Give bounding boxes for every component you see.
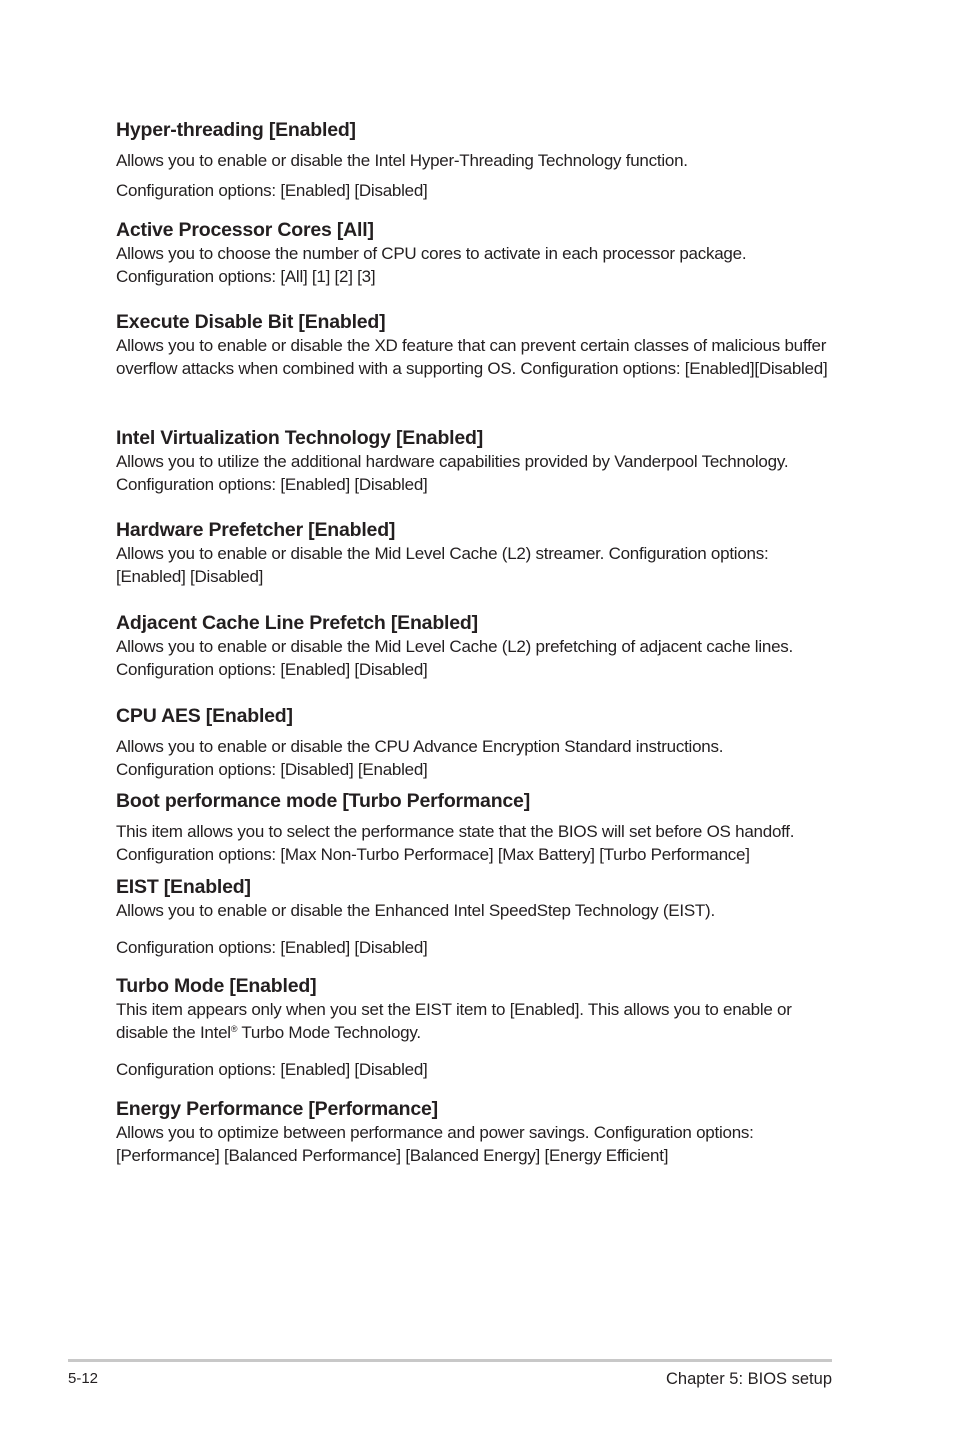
section-energy-performance [116,1098,838,1167]
section-config-options: Configuration options: [Max Non-Turbo Performace] [Max Battery] [Turbo Performance] [116,845,750,864]
section-active-processor-cores [116,219,838,288]
section-title: EIST [Enabled] [116,876,251,898]
section-title: Execute Disable Bit [Enabled] [116,311,386,333]
registered-mark: ® [230,1024,238,1034]
section-config-options: Configuration options: [All] [1] [2] [3] [116,267,376,286]
section-boot-performance-mode [116,790,838,866]
section-title: Hardware Prefetcher [Enabled] [116,519,396,541]
section-description: Allows you to choose the number of CPU cores to activate in each processor package. [116,244,747,263]
section-adjacent-cache-line-prefetch [116,612,838,681]
section-title: Boot performance mode [Turbo Performance] [116,790,530,812]
section-description: This item allows you to select the performance state that the BIOS will set before OS handoff. [116,822,795,841]
section-description: Allows you to enable or disable the Mid Level Cache (L2) streamer. Configuration options: [Enabled] [Disabled] [116,544,769,586]
footer-divider [68,1359,832,1362]
section-cpu-aes [116,705,838,781]
section-hyper-threading [116,119,838,202]
section-description: Allows you to enable or disable the XD feature that can prevent certain classes of malicious buffer overflow attacks when combined with a supporting OS. Configuration options: [Enabled][Disabled] [116,336,828,378]
description-text: This item appears only when you set the EIST item to [Enabled]. This allows you to enable or disable the Intel [116,1000,792,1042]
section-description: Allows you to enable or disable the Intel Hyper-Threading Technology function. [116,151,688,170]
section-title: Adjacent Cache Line Prefetch [Enabled] [116,612,478,634]
section-turbo-mode [116,975,838,1081]
section-description: Allows you to utilize the additional hardware capabilities provided by Vanderpool Technology. [116,452,789,471]
section-title: Active Processor Cores [All] [116,219,374,241]
section-config-options: Configuration options: [Enabled] [Disabled] [116,475,428,494]
section-description [116,998,838,1044]
page-number: 5-12 [68,1370,99,1387]
section-config-options: Configuration options: [Enabled] [Disabled] [116,181,428,200]
section-title: Turbo Mode [Enabled] [116,975,317,997]
section-title: Intel Virtualization Technology [Enabled] [116,427,484,449]
section-config-options: Configuration options: [Enabled] [Disabled] [116,938,428,957]
section-config-options: Configuration options: [Enabled] [Disabled] [116,660,428,679]
section-description: Allows you to enable or disable the CPU Advance Encryption Standard instructions. [116,737,724,756]
section-title: Energy Performance [Performance] [116,1098,438,1120]
section-title: CPU AES [Enabled] [116,705,293,727]
section-config-options: Configuration options: [Enabled] [Disabled] [116,1060,428,1079]
chapter-label: Chapter 5: BIOS setup [665,1370,832,1388]
section-intel-virtualization [116,427,838,496]
section-title: Hyper-threading [Enabled] [116,119,356,141]
section-description: Allows you to optimize between performance and power savings. Configuration options: [Performance] [Balanced Performance] [Balanced Energy] [Energy Efficient] [116,1123,754,1165]
description-text-tail: Turbo Mode Technology. [237,1023,421,1042]
section-config-options: Configuration options: [Disabled] [Enabled] [116,760,428,779]
section-execute-disable-bit [116,311,838,380]
section-description: Allows you to enable or disable the Enhanced Intel SpeedStep Technology (EIST). [116,901,715,920]
section-hardware-prefetcher [116,519,838,588]
section-eist [116,876,838,959]
section-description: Allows you to enable or disable the Mid Level Cache (L2) prefetching of adjacent cache lines. [116,637,793,656]
